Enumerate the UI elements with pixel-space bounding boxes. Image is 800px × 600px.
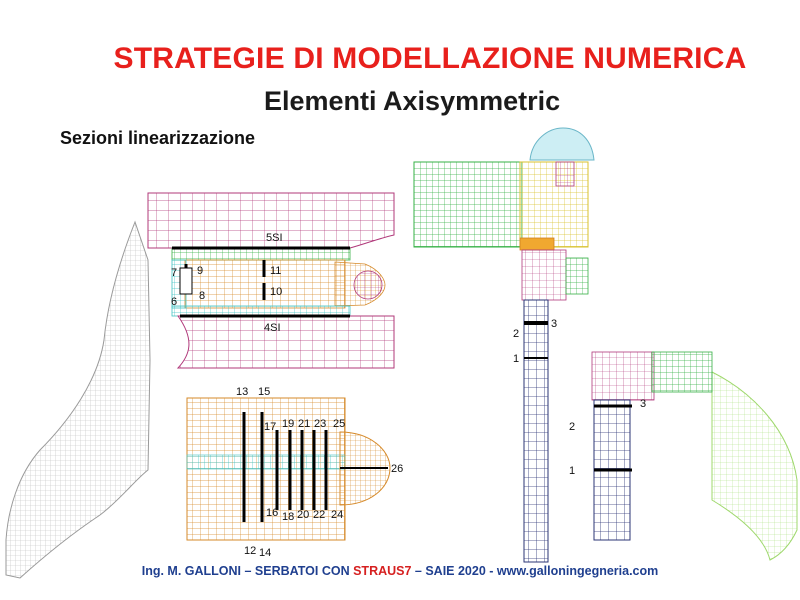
label-26: 26 bbox=[391, 463, 404, 475]
label-16: 16 bbox=[266, 507, 279, 519]
footer-highlight: STRAUS7 bbox=[353, 564, 412, 578]
label-6: 6 bbox=[171, 296, 178, 308]
footer-credit bbox=[0, 564, 800, 578]
right-column-mesh bbox=[414, 128, 594, 562]
label-8: 8 bbox=[199, 290, 206, 302]
right-lower-magenta-mesh bbox=[522, 250, 566, 300]
label-detail-2: 2 bbox=[569, 421, 576, 433]
shell-mesh-gray bbox=[6, 222, 150, 578]
right-green-mesh bbox=[414, 162, 522, 247]
label-20: 20 bbox=[297, 509, 310, 521]
right-detail-green-mesh bbox=[652, 352, 712, 392]
footer-prefix: Ing. M. GALLONI – SERBATOI CON bbox=[141, 564, 354, 578]
right-upper-magenta-mesh bbox=[556, 162, 574, 186]
label-24: 24 bbox=[331, 509, 344, 521]
label-18: 18 bbox=[282, 511, 295, 523]
right-detail-magenta-mesh bbox=[592, 352, 654, 400]
label-17: 17 bbox=[264, 421, 277, 433]
top-detail-mesh bbox=[148, 193, 394, 368]
bottom-magenta-mesh bbox=[178, 316, 394, 368]
label-9: 9 bbox=[197, 265, 204, 277]
page-title: STRATEGIE DI MODELLAZIONE NUMERICA bbox=[113, 42, 747, 75]
right-lower-green-mesh bbox=[566, 258, 588, 294]
label-11: 11 bbox=[270, 265, 282, 277]
right-detail-mesh bbox=[592, 352, 797, 560]
footer-suffix: – SAIE 2020 - www.galloningegneria.com bbox=[411, 564, 659, 578]
page-subtitle: Elementi Axisymmetric bbox=[264, 86, 561, 116]
label-detail-3: 3 bbox=[640, 398, 647, 410]
label-13: 13 bbox=[236, 386, 249, 398]
label-4si: 4SI bbox=[264, 322, 281, 334]
label-7: 7 bbox=[171, 267, 178, 279]
label-15: 15 bbox=[258, 386, 271, 398]
upper-green-band bbox=[172, 248, 350, 260]
label-col-2: 2 bbox=[513, 328, 520, 340]
right-yellow-mesh bbox=[520, 162, 588, 247]
label-col-3: 3 bbox=[551, 318, 558, 330]
label-5si: 5SI bbox=[266, 232, 283, 244]
label-21: 21 bbox=[298, 418, 311, 430]
label-detail-1: 1 bbox=[569, 465, 576, 477]
label-19: 19 bbox=[282, 418, 295, 430]
label-22: 22 bbox=[313, 509, 326, 521]
label-14: 14 bbox=[259, 547, 272, 559]
label-23: 23 bbox=[314, 418, 327, 430]
label-col-1: 1 bbox=[513, 353, 520, 365]
right-cyan-dome bbox=[530, 128, 594, 160]
bottom-cyan-strip bbox=[187, 455, 345, 469]
label-25: 25 bbox=[333, 418, 346, 430]
light-green-shell-mesh bbox=[712, 372, 797, 560]
label-10: 10 bbox=[270, 286, 283, 298]
right-navy-column bbox=[524, 300, 548, 562]
label-12: 12 bbox=[244, 545, 257, 557]
section-label: Sezioni linearizzazione bbox=[60, 128, 256, 148]
